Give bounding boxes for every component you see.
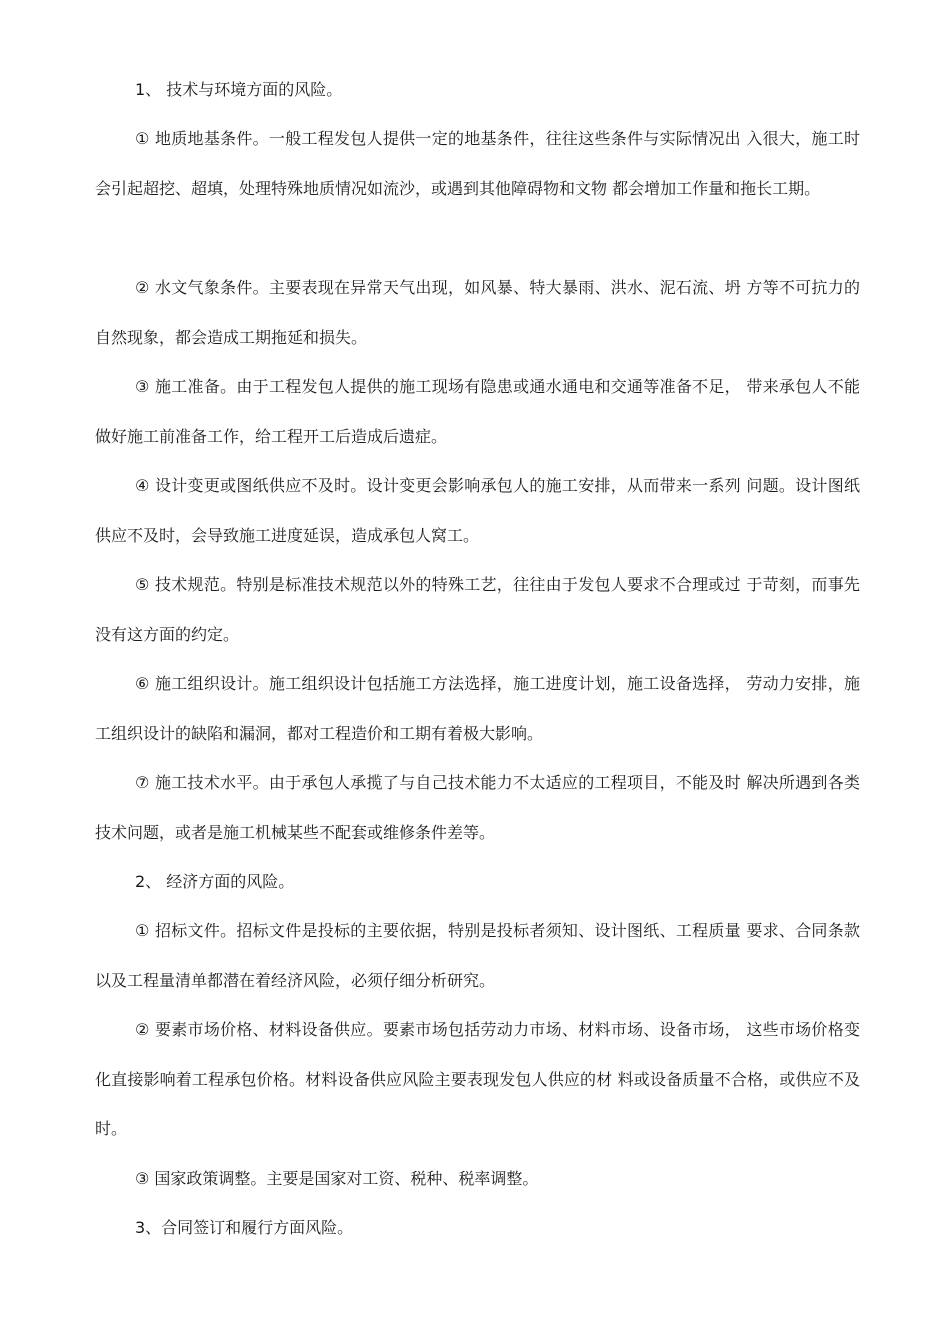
paragraph-preparation: ③ 施工准备。由于工程发包人提供的施工现场有隐患或通水通电和交通等准备不足， 带来承包人不能做好施工前准备工作，给工程开工后造成后遗症。 <box>95 377 860 446</box>
section-heading-3: 3、合同签订和履行方面风险。 <box>135 1218 354 1237</box>
section-heading-1: 1、 技术与环境方面的风险。 <box>135 80 343 99</box>
paragraph-market-price: ② 要素市场价格、材料设备供应。要素市场包括劳动力市场、材料市场、设备市场， 这些市场价格变化直接影响着工程承包价格。材料设备供应风险主要表现发包人供应的材 料或设备质量不合格，或供应不及时。 <box>95 1020 860 1138</box>
paragraph-policy: ③ 国家政策调整。主要是国家对工资、税种、税率调整。 <box>135 1169 539 1188</box>
paragraph-hydrology: ② 水文气象条件。主要表现在异常天气出现，如风暴、特大暴雨、洪水、泥石流、坍 方等不可抗力的自然现象，都会造成工期拖延和损失。 <box>95 278 860 347</box>
section-heading-2: 2、 经济方面的风险。 <box>135 872 295 891</box>
paragraph-geology: ① 地质地基条件。一般工程发包人提供一定的地基条件，往往这些条件与实际情况出 入很大，施工时会引起超挖、超填，处理特殊地质情况如流沙，或遇到其他障碍物和文物 都会增加工作量和拖长工期。 <box>95 129 860 198</box>
paragraph-design-change: ④ 设计变更或图纸供应不及时。设计变更会影响承包人的施工安排，从而带来一系列 问题。设计图纸供应不及时，会导致施工进度延误，造成承包人窝工。 <box>95 476 860 545</box>
paragraph-tech-level: ⑦ 施工技术水平。由于承包人承揽了与自己技术能力不太适应的工程项目，不能及时 解决所遇到各类技术问题，或者是施工机械某些不配套或维修条件差等。 <box>95 773 860 842</box>
paragraph-tender-docs: ① 招标文件。招标文件是投标的主要依据，特别是投标者须知、设计图纸、工程质量 要求、合同条款以及工程量清单都潜在着经济风险，必须仔细分析研究。 <box>95 921 860 990</box>
paragraph-tech-spec: ⑤ 技术规范。特别是标准技术规范以外的特殊工艺，往往由于发包人要求不合理或过 于苛刻，而事先没有这方面的约定。 <box>95 575 860 644</box>
paragraph-construction-org: ⑥ 施工组织设计。施工组织设计包括施工方法选择，施工进度计划，施工设备选择， 劳动力安排，施工组织设计的缺陷和漏洞，都对工程造价和工期有着极大影响。 <box>95 674 860 743</box>
